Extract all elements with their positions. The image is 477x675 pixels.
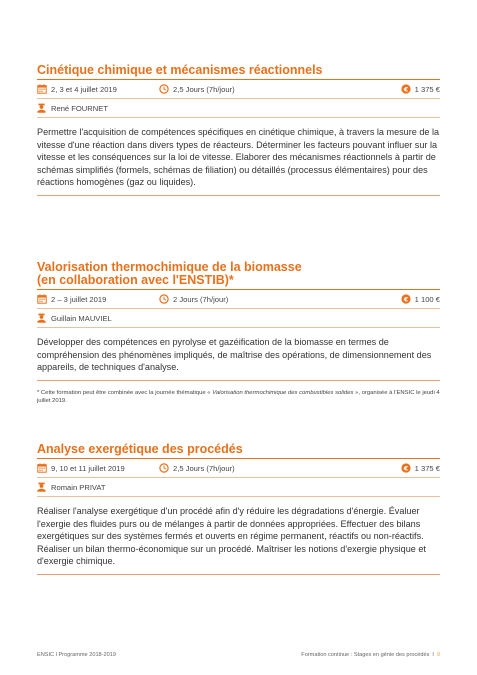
svg-text:€: € bbox=[403, 464, 408, 473]
calendar-icon bbox=[37, 463, 47, 473]
course-title bbox=[37, 261, 440, 290]
course-meta bbox=[37, 459, 440, 478]
course-price: € 1 375 € bbox=[401, 463, 440, 473]
course-biomasse bbox=[37, 261, 440, 405]
calendar-icon bbox=[37, 294, 47, 304]
course-date: 9, 10 et 11 juillet 2019 bbox=[37, 463, 125, 473]
clock-icon bbox=[159, 463, 169, 473]
course-meta bbox=[37, 290, 440, 309]
course-title: Analyse exergétique des procédés bbox=[37, 443, 440, 459]
instructor-icon bbox=[37, 482, 46, 492]
instructor-icon bbox=[37, 313, 46, 323]
course-description: Réaliser l'analyse exergétique d'un procédé afin d'y réduire les dégradations d'énergie. Évaluer l'exergie des fluides purs ou de mélanges à partir de données appropriées. Effectuer des bilans exergétiques sur des systèmes fermés et ouverts en régime permanent, réactifs ou non-réactifs. Réaliser un bilan thermo-économique sur un procédé. Maîtriser les notions d'exergie physique et d'exergie chimique. bbox=[37, 505, 440, 575]
course-description: Développer des compétences en pyrolyse et gazéification de la biomasse en termes de compréhension des phénomènes impliqués, de maîtrise des opérations, de dimensionnement des appareils, de techniques d'analyse. bbox=[37, 336, 440, 381]
course-date: 2, 3 et 4 juillet 2019 bbox=[37, 84, 117, 94]
clock-icon bbox=[159, 294, 169, 304]
course-description: Permettre l'acquisition de compétences spécifiques en cinétique chimique, à travers la mesure de la vitesse d'une réaction dans divers types de réacteurs. Déterminer les facteurs pouvant influer sur la vitesse et les conséquences sur la loi de vitesse. Elaborer des mécanismes réactionnels à partir de schémas simplifiés (formels, schémas de filiation) ou détaillés (processus élémentaires) pour des réactions homogènes (gaz ou liquides). bbox=[37, 126, 440, 196]
calendar-icon bbox=[37, 84, 47, 94]
course-price: € 1 375 € bbox=[401, 84, 440, 94]
course-date: 2 – 3 juillet 2019 bbox=[37, 294, 106, 304]
footer-right: Formation continue : Stages en génie des procédés l 9 bbox=[301, 652, 440, 658]
course-title: Cinétique chimique et mécanismes réactionnels bbox=[37, 64, 440, 80]
euro-icon bbox=[401, 294, 411, 304]
course-instructor: Romain PRIVAT bbox=[37, 478, 440, 497]
page-number: 9 bbox=[436, 652, 440, 658]
euro-icon bbox=[401, 84, 411, 94]
page-footer bbox=[37, 652, 440, 658]
course-title-line2: (en collaboration avec l'ENSTIB)* bbox=[37, 273, 234, 287]
instructor-icon bbox=[37, 103, 46, 113]
course-cinetique bbox=[37, 64, 440, 196]
course-footnote: * Cette formation peut être combinée avec la journée thématique « Valorisation thermochimique des combustibles solides », organisée à l'ENSIC le jeudi 4 juillet 2019. bbox=[37, 389, 440, 404]
footer-left: ENSIC l Programme 2018-2019 bbox=[37, 652, 116, 658]
course-duration: 2 Jours (7h/jour) bbox=[159, 294, 228, 304]
course-exergie bbox=[37, 443, 440, 575]
course-instructor: Guillain MAUVIEL bbox=[37, 309, 440, 328]
clock-icon bbox=[159, 84, 169, 94]
course-duration: 2,5 Jours (7h/jour) bbox=[159, 463, 235, 473]
course-title-line1: Valorisation thermochimique de la biomasse bbox=[37, 260, 302, 274]
course-duration: 2,5 Jours (7h/jour) bbox=[159, 84, 235, 94]
course-meta bbox=[37, 80, 440, 99]
course-price: € 1 100 € bbox=[401, 294, 440, 304]
course-instructor: René FOURNET bbox=[37, 99, 440, 118]
svg-text:€: € bbox=[403, 295, 408, 304]
svg-text:€: € bbox=[403, 85, 408, 94]
euro-icon bbox=[401, 463, 411, 473]
